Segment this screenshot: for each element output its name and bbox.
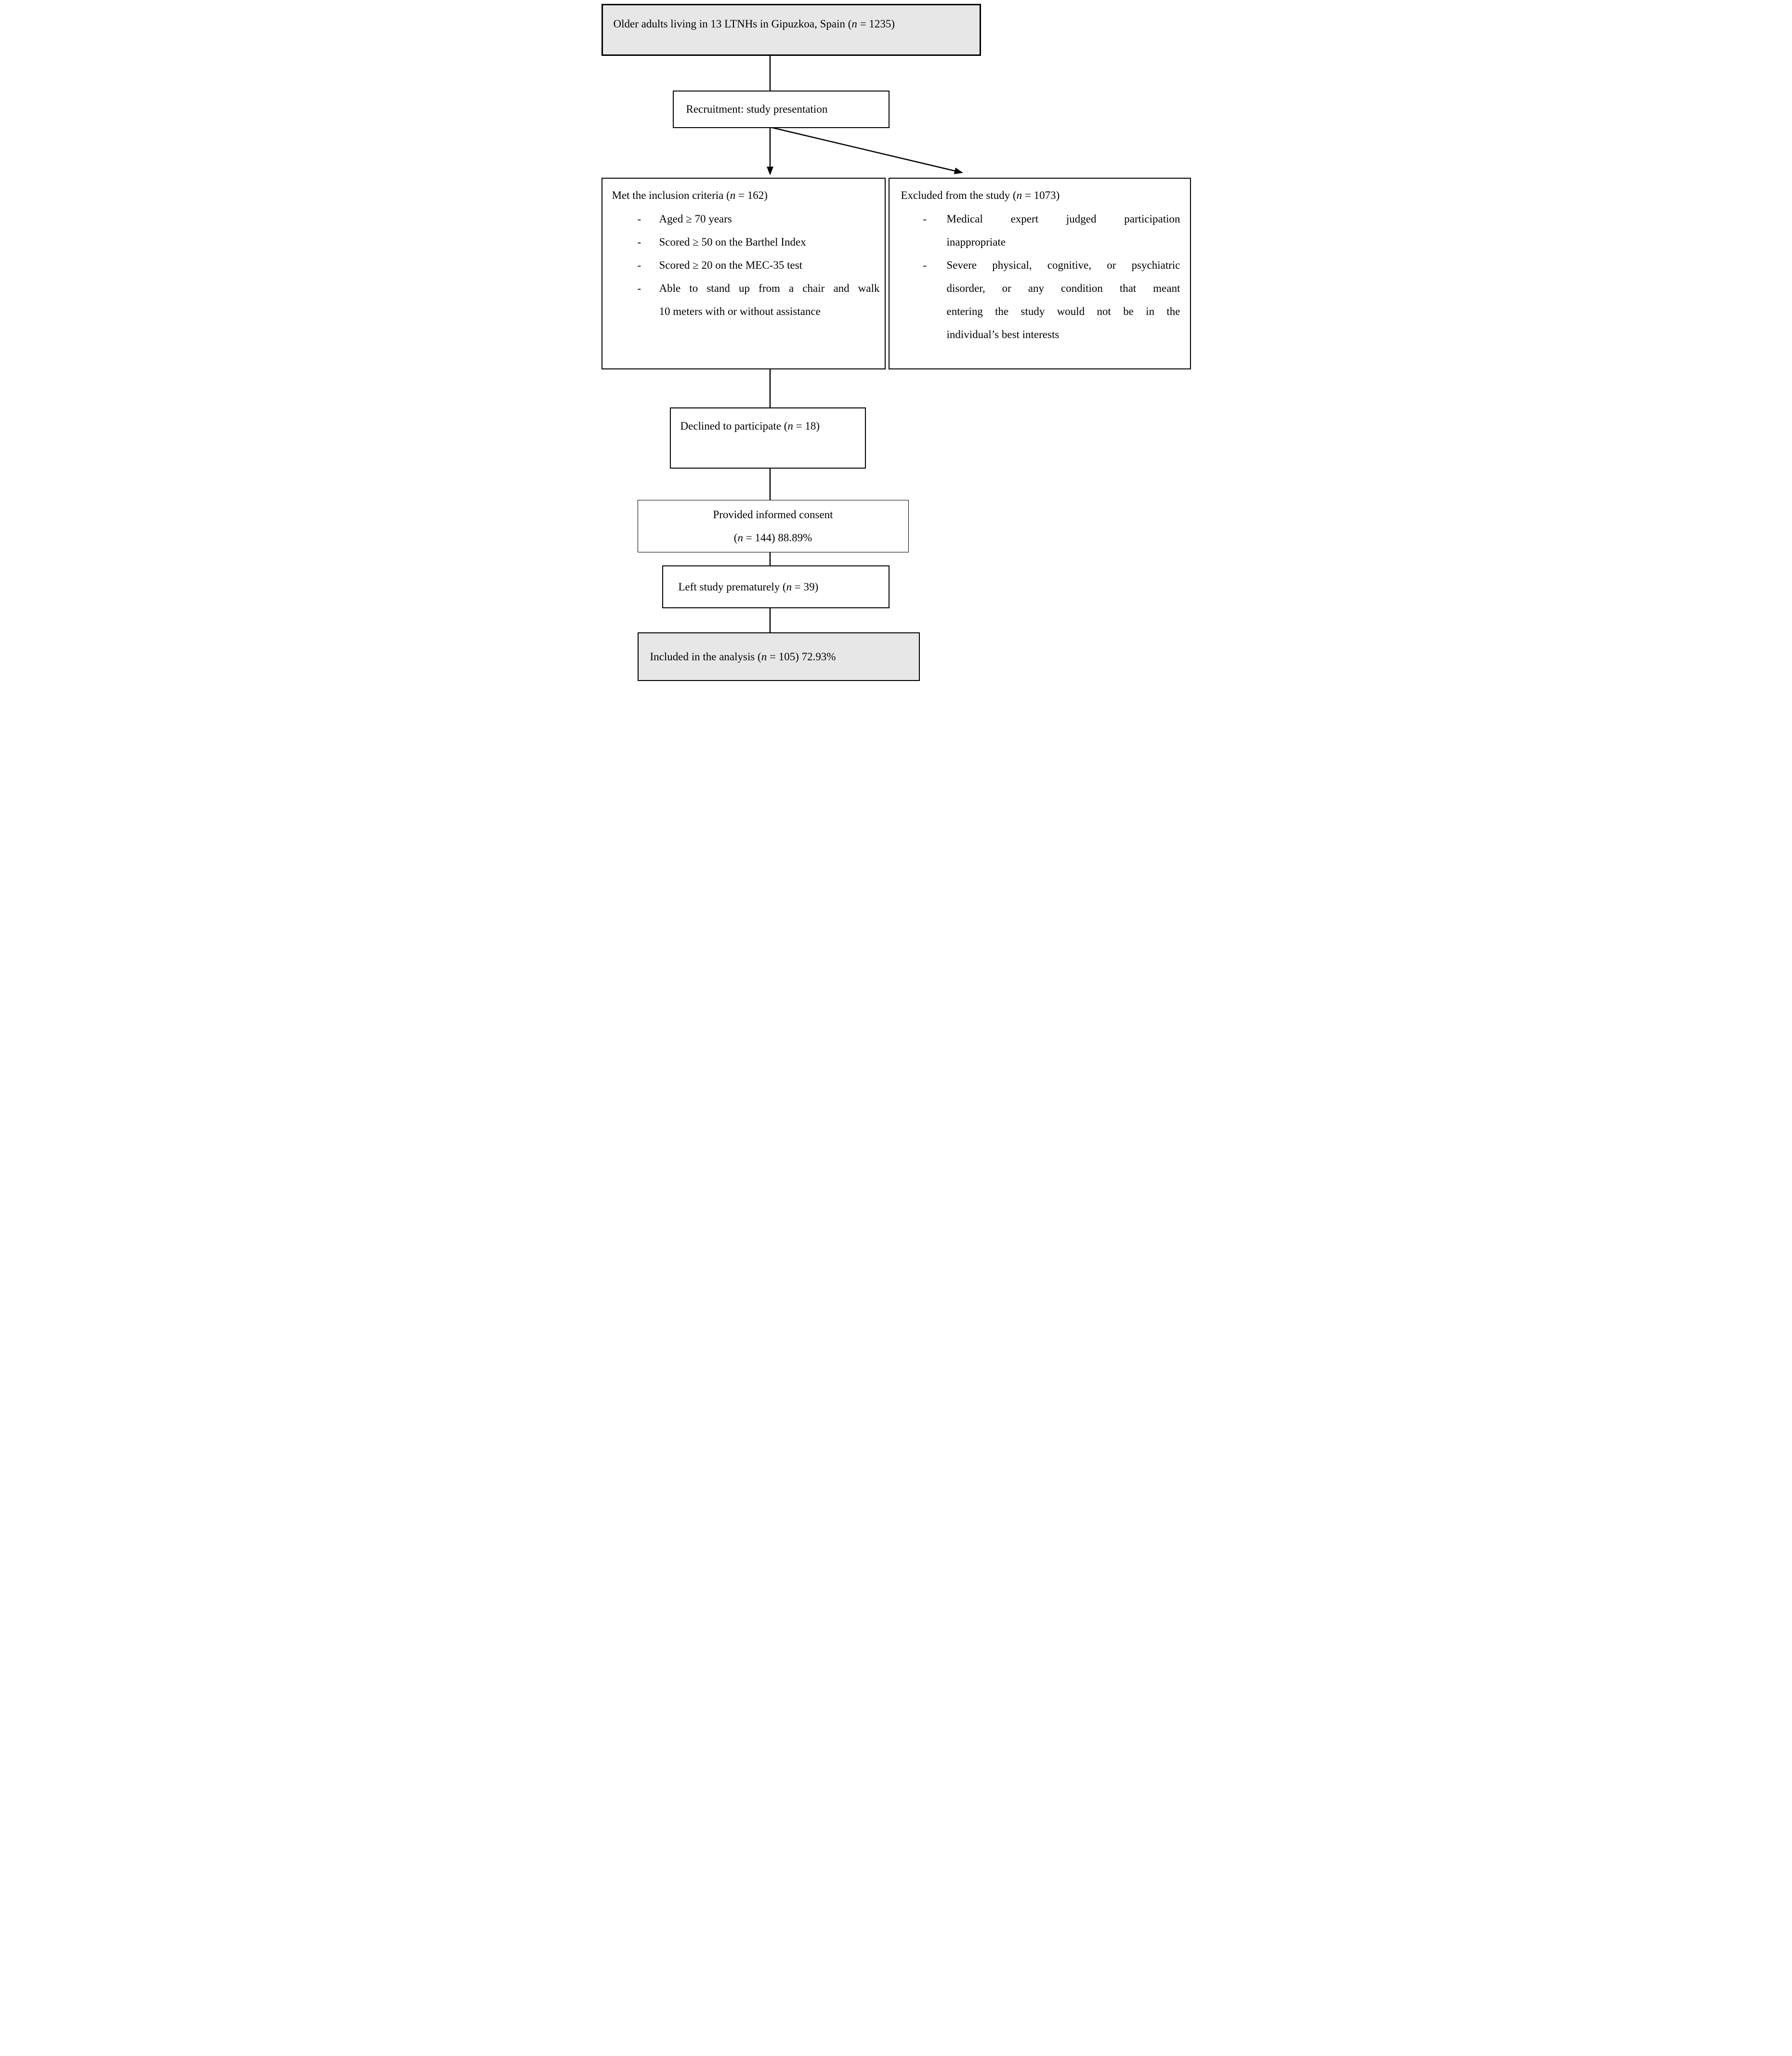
left-study-label: Left study prematurely (n = 39) bbox=[678, 580, 819, 593]
list-item-text: Medical expert judged participation bbox=[946, 213, 1180, 225]
list-item-text: entering the study would not be in the bbox=[946, 305, 1180, 317]
excluded-box bbox=[889, 178, 1191, 369]
included-box bbox=[638, 632, 920, 681]
dash-marker: - bbox=[637, 259, 641, 271]
list-item bbox=[923, 208, 1180, 254]
dash-marker: - bbox=[637, 213, 641, 225]
list-item bbox=[638, 208, 880, 231]
consent-box bbox=[638, 500, 909, 552]
study-flow-diagram bbox=[598, 0, 1195, 685]
consent-line-1: Provided informed consent bbox=[713, 508, 833, 521]
inclusion-criteria-box bbox=[602, 178, 886, 369]
inclusion-list bbox=[638, 208, 880, 323]
list-item bbox=[638, 277, 880, 323]
list-item-text: Scored ≥ 20 on the MEC-35 test bbox=[659, 259, 803, 271]
recruitment-label: Recruitment: study presentation bbox=[686, 103, 828, 115]
declined-label: Declined to participate (n = 18) bbox=[680, 420, 820, 432]
declined-box bbox=[670, 407, 866, 469]
list-item-text: disorder, or any condition that meant bbox=[946, 282, 1180, 294]
list-item-text: individual’s best interests bbox=[946, 328, 1060, 340]
excluded-list bbox=[923, 208, 1180, 346]
dash-marker: - bbox=[923, 213, 927, 225]
list-item-text: Scored ≥ 50 on the Barthel Index bbox=[659, 236, 806, 248]
dash-marker: - bbox=[923, 259, 927, 271]
population-label: Older adults living in 13 LTNHs in Gipuzkoa, Spain (n = 1235) bbox=[613, 18, 895, 30]
recruitment-box bbox=[673, 91, 889, 128]
excluded-title: Excluded from the study (n = 1073) bbox=[901, 189, 1060, 201]
list-item-text: 10 meters with or without assistance bbox=[659, 305, 821, 317]
population-box bbox=[602, 4, 981, 56]
inclusion-title: Met the inclusion criteria (n = 162) bbox=[612, 189, 768, 201]
list-item bbox=[638, 231, 880, 254]
list-item bbox=[638, 254, 880, 277]
dash-marker: - bbox=[637, 282, 641, 294]
dash-marker: - bbox=[637, 236, 641, 248]
list-item-text: Severe physical, cognitive, or psychiatric bbox=[946, 259, 1180, 271]
arrow-recruitment-to-excluded bbox=[770, 127, 961, 172]
consent-line-2: (n = 144) 88.89% bbox=[733, 531, 812, 544]
left-study-box bbox=[662, 565, 889, 608]
list-item bbox=[923, 254, 1180, 346]
list-item-text: Able to stand up from a chair and walk bbox=[659, 282, 880, 294]
list-item-text: inappropriate bbox=[946, 236, 1006, 248]
list-item-text: Aged ≥ 70 years bbox=[659, 213, 732, 225]
included-label: Included in the analysis (n = 105) 72.93% bbox=[650, 650, 836, 663]
